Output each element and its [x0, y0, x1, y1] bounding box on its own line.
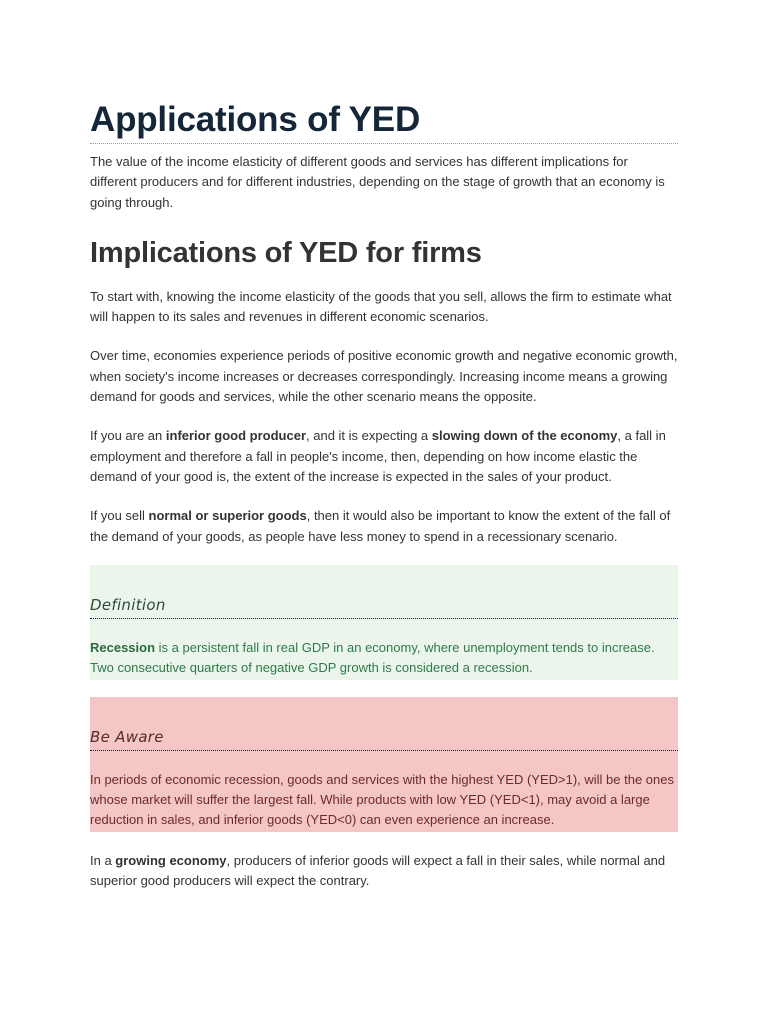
- bold-slowing-down: slowing down of the economy: [431, 428, 618, 444]
- definition-term: Recession: [90, 639, 156, 655]
- paragraph-normal-goods: [90, 506, 678, 547]
- definition-title: Definition: [90, 595, 678, 619]
- text-run: If you sell: [90, 508, 149, 524]
- text-run: , a fall in employment and therefore a fall in people's income, then, depending on how income elastic the demand of your good is, the extent of the increase is expected in the sales of your product.: [90, 428, 666, 484]
- section-heading: Implications of YED for firms: [90, 236, 482, 269]
- definition-box: [90, 565, 678, 680]
- paragraph-economic-growth: Over time, economies experience periods of positive economic growth and negative economic growth, when society's income increases or decreases correspondingly. Increasing income means a growing demand for goods and services, while the other scenario means the opposite.: [90, 348, 678, 405]
- text-run: In a: [90, 852, 116, 868]
- text-run: , and it is expecting a: [306, 428, 432, 444]
- paragraph-inferior-good: [90, 426, 678, 487]
- text-run: If you are an: [90, 428, 166, 444]
- paragraph-estimate: To start with, knowing the income elasticity of the goods that you sell, allows the firm to estimate what will happen to its sales and revenues in different economic scenarios.: [90, 288, 672, 325]
- bold-normal-superior-goods: normal or superior goods: [148, 508, 307, 524]
- definition-text: [90, 638, 678, 679]
- intro-paragraph: The value of the income elasticity of different goods and services has different implications for different producers and for different industries, depending on the stage of growth that an economy is going through.: [90, 154, 665, 210]
- text-run: , then it would also be important to know the extent of the fall of the demand of your goods, as people have less money to spend in a recessionary scenario.: [90, 508, 671, 544]
- bold-growing-economy: growing economy: [115, 852, 227, 868]
- definition-body: is a persistent fall in real GDP in an economy, where unemployment tends to increase. Two consecutive quarters of negative GDP growth is considered a recession.: [90, 639, 655, 676]
- text-run: , producers of inferior goods will expect a fall in their sales, while normal and superior good producers will expect the contrary.: [90, 852, 666, 889]
- article-body: [90, 98, 678, 891]
- bold-inferior-good-producer: inferior good producer: [165, 428, 307, 444]
- be-aware-text: In periods of economic recession, goods and services with the highest YED (YED>1), will be the ones whose market will suffer the largest fall. While products with low YED (YED<1), may avoid a large reduction in sales, and inferior goods (YED<0) can even experience an increase.: [90, 771, 674, 828]
- page-title: Applications of YED: [90, 98, 678, 144]
- be-aware-box: [90, 697, 678, 832]
- be-aware-title: Be Aware: [90, 727, 678, 751]
- paragraph-growing-economy: [90, 851, 678, 892]
